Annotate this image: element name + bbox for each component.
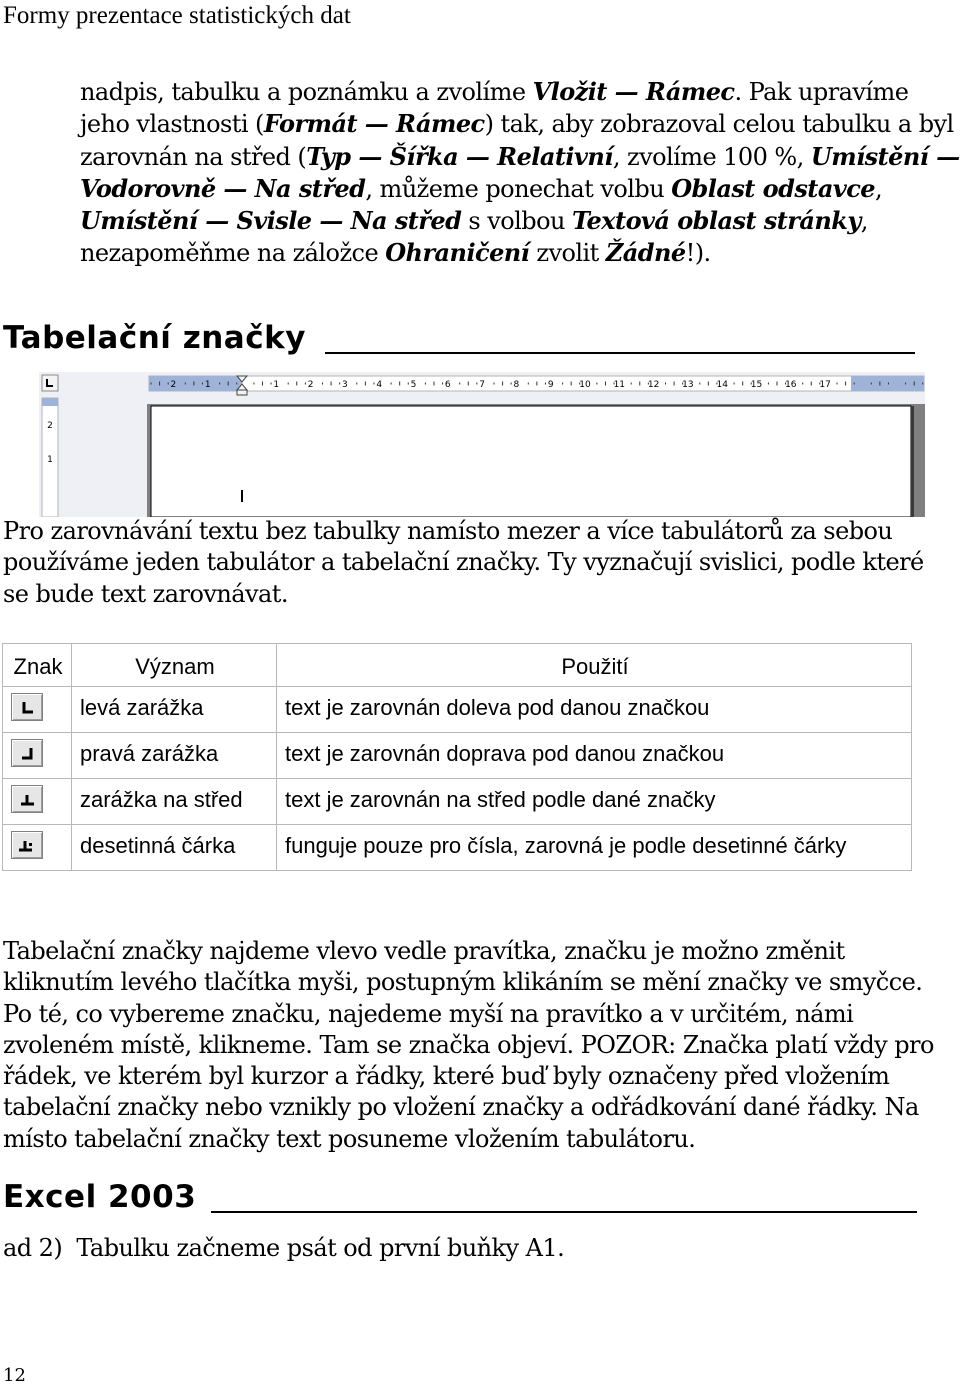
menu-path-emphasis: Typ — Šířka — Relativní (306, 141, 613, 171)
intro-text-run: , můžeme ponechat volbu (365, 174, 672, 203)
menu-path-emphasis: Textová oblast stránky (572, 206, 861, 236)
text-cursor (241, 490, 243, 502)
ruler-number: 4 (376, 380, 383, 390)
table-header-row (3, 644, 912, 687)
menu-path-emphasis: Žádné (605, 238, 686, 268)
ruler-number: 11 (613, 380, 626, 390)
table-row (3, 687, 912, 733)
intro-text-run: nadpis, tabulku a poznámku a zvolíme (80, 78, 533, 106)
ruler-number: 10 (579, 380, 591, 390)
ruler-number: 2 (307, 380, 314, 390)
tab-selector-button[interactable] (42, 375, 58, 391)
ruler-number: 12 (647, 380, 660, 390)
ruler-number: 1 (273, 380, 280, 390)
intro-text-run: !). (685, 239, 711, 268)
ruler-number: 8 (513, 380, 520, 390)
vyznam-cell: pravá zarážka (72, 733, 277, 779)
left-tab-icon (11, 693, 43, 721)
ruler-number: 3 (342, 380, 348, 390)
table-row (3, 779, 912, 825)
ruler-number: 9 (547, 380, 554, 390)
ruler-number: 7 (479, 380, 485, 390)
header-pouziti: Použití (277, 644, 912, 687)
table-row (3, 825, 912, 871)
vyznam-cell: zarážka na střed (72, 779, 277, 825)
header-znak: Znak (3, 644, 72, 687)
ruler-number: 5 (410, 380, 417, 390)
ruler-number: 14 (716, 380, 728, 390)
intro-text-run: s volbou (461, 207, 572, 236)
ruler-number: 13 (682, 380, 694, 390)
intro-text-run: zvolit (529, 239, 606, 268)
pouziti-cell: text je zarovnán doprava pod danou značkou (277, 733, 912, 779)
ruler-number: 2 (47, 421, 53, 431)
decimal-tab-icon (11, 831, 43, 859)
header-vyznam: Význam (72, 644, 277, 687)
menu-path-emphasis: Oblast odstavce (671, 173, 876, 203)
znak-cell (3, 825, 72, 871)
intro-text-run: . Pak upravíme jeho vlastnosti ( (80, 78, 909, 139)
running-head: Formy prezentace statistických dat (3, 2, 351, 29)
document-page (151, 406, 911, 517)
intro-text-run: , nezapoměňme na záložce (80, 207, 868, 268)
table-row (3, 733, 912, 779)
ruler-number: 6 (444, 380, 451, 390)
menu-path-emphasis: Formát — Rámec (263, 109, 485, 139)
ruler-number: 16 (785, 380, 797, 390)
intro-text-run: , zvolíme 100 %, (612, 142, 811, 171)
menu-path-emphasis: Umístění — Svisle — Na střed (80, 206, 462, 236)
znak-cell (3, 687, 72, 733)
vyznam-cell: levá zarážka (72, 687, 277, 733)
ruler-number: 2 (170, 380, 177, 390)
intro-text-run: ) tak, aby zobrazoval celou tabulku a byl zarovnán na střed ( (80, 110, 954, 171)
intro-paragraph (80, 76, 960, 270)
right-tab-icon (11, 739, 43, 767)
intro-text-run: , (875, 174, 883, 203)
ad-paragraph: ad 2) Tabulku začneme psát od první buňky A1. (3, 1234, 565, 1262)
pouziti-cell: text je zarovnán na střed podle dané značky (277, 779, 912, 825)
znak-cell (3, 779, 72, 825)
page-number: 12 (3, 1365, 26, 1386)
ruler-number: 15 (750, 380, 763, 390)
znak-cell (3, 733, 72, 779)
section-heading-excel-text: Excel 2003 (3, 1179, 197, 1215)
menu-path-emphasis: Vložit — Rámec (532, 77, 735, 106)
section-heading-tab-marks (3, 320, 915, 356)
section-heading-tab-marks-text: Tabelační značky (3, 320, 306, 356)
explain-paragraph: Tabelační značky najdeme vlevo vedle pravítka, značku je možno změnit kliknutím levého tlačítka myši, postupným klikáním se mění značky ve smyčce. Po té, co vybereme značku, najedeme myší na pravítko a v určitém, námi zvoleném místě, klikneme. Tam se značka objeví. POZOR: Značka platí vždy pro řádek, ve kterém byl kurzor a řádky, které buď byly označeny před vložením tabelační značky nebo vznikly po vložení značky a odřádkování dané řádky. Na místo tabelační značky text posuneme vložením tabulátoru. (3, 937, 934, 1153)
vyznam-cell: desetinná čárka (72, 825, 277, 871)
pouziti-cell: text je zarovnán doleva pod danou značkou (277, 687, 912, 733)
heading-rule (211, 1211, 917, 1213)
ruler-screenshot (39, 372, 925, 517)
menu-path-emphasis: Ohraničení (385, 238, 530, 268)
ruler-number: 1 (204, 380, 211, 390)
menu-path-emphasis: Umístění — Vodorovně — Na střed (80, 141, 960, 203)
ruler-number: 1 (47, 455, 53, 465)
section-heading-excel (3, 1179, 917, 1215)
heading-rule (325, 352, 915, 354)
center-tab-icon (11, 785, 43, 813)
tab-marks-table (2, 643, 912, 871)
tab-marks-paragraph: Pro zarovnávání textu bez tabulky namísto mezer a více tabulátorů za sebou používáme jeden tabulátor a tabelační značky. Ty vyznačují svislici, podle které se bude text zarovnávat. (3, 517, 924, 608)
pouziti-cell: funguje pouze pro čísla, zarovná je podle desetinné čárky (277, 825, 912, 871)
ruler-number: 17 (819, 380, 831, 390)
